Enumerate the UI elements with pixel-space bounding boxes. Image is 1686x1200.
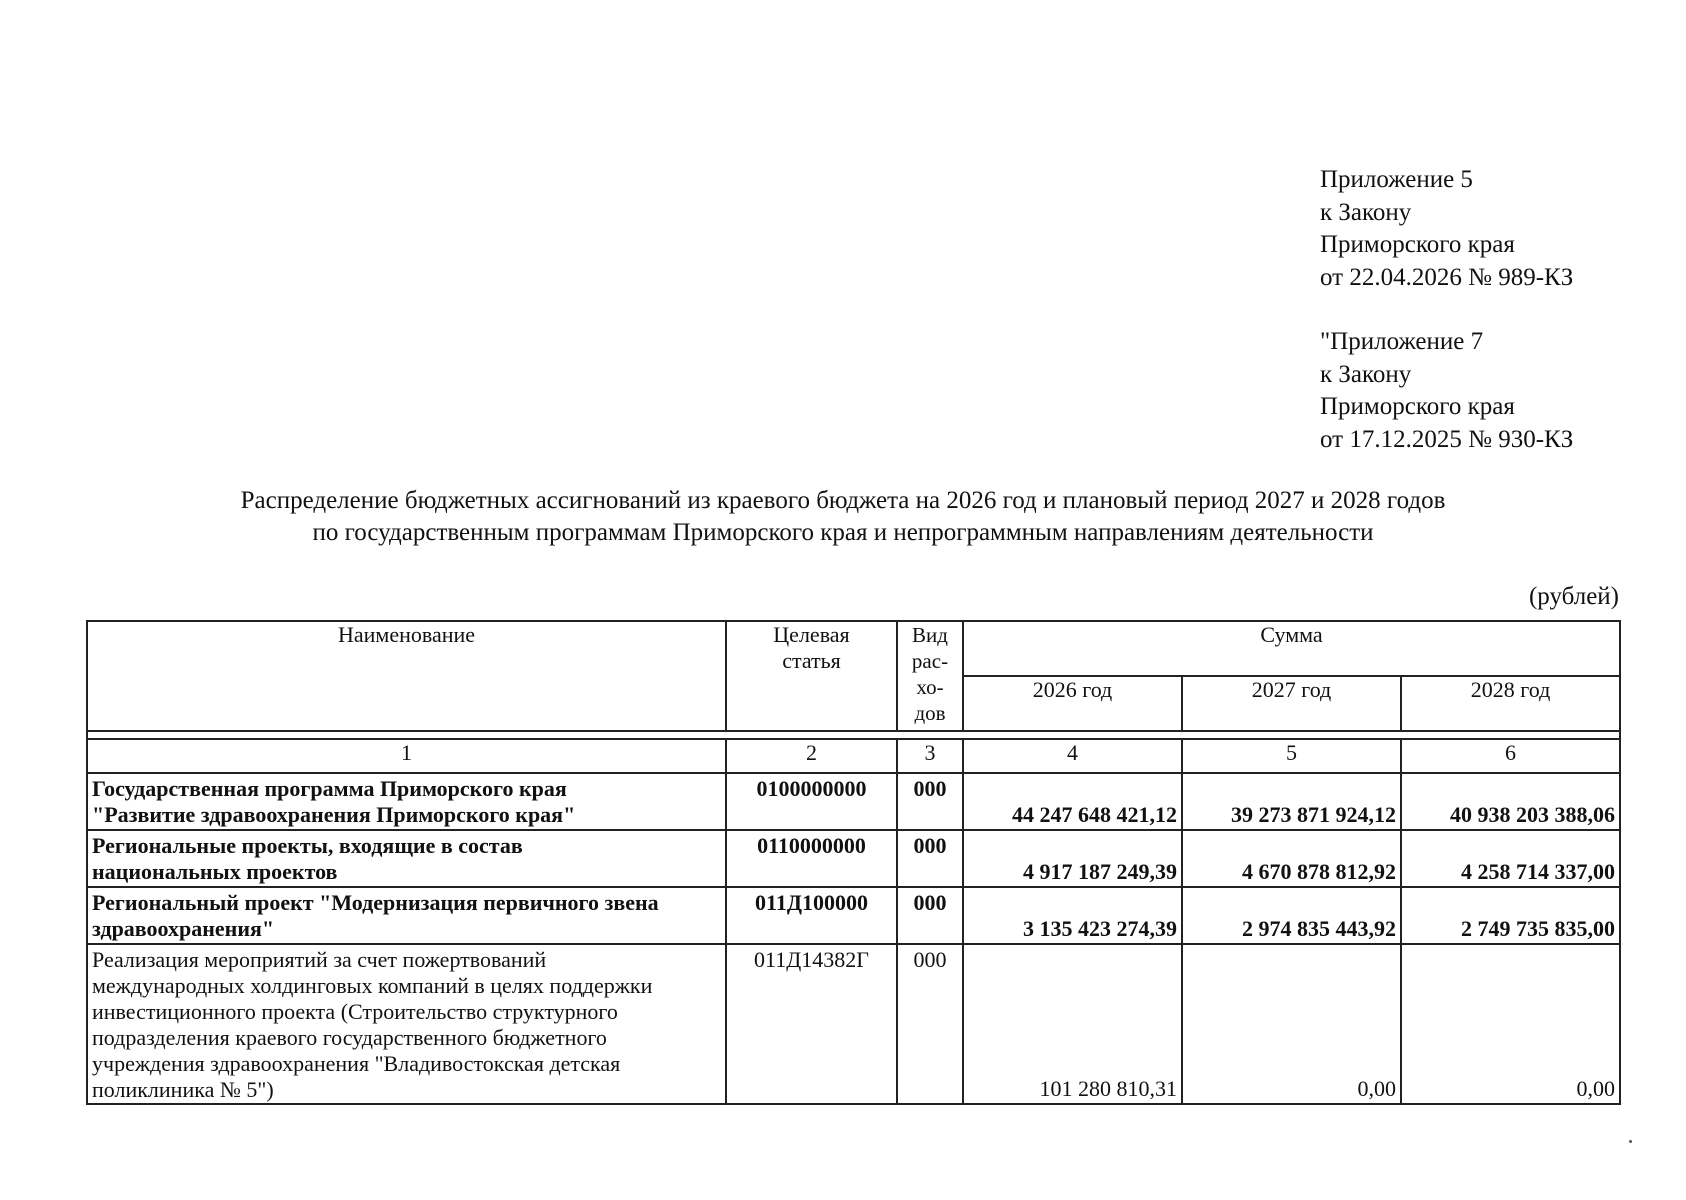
row-target-article: 011Д100000	[726, 887, 897, 944]
appendix-current-reference	[1320, 164, 1573, 294]
row-amount-2028: 0,00	[1401, 944, 1620, 1104]
spacer-cell	[87, 731, 1620, 739]
row-expense-type: 000	[897, 944, 963, 1104]
row-name-line: поликлиника № 5")	[92, 1077, 274, 1102]
appendix-original-line: "Приложение 7	[1320, 328, 1484, 355]
column-number-row	[87, 739, 1620, 773]
table-row	[87, 944, 1620, 1104]
header-vid-line: Вид	[912, 623, 948, 647]
column-number: 5	[1182, 739, 1401, 773]
appendix-original-reference	[1320, 326, 1573, 456]
row-amount-2028: 2 749 735 835,00	[1401, 887, 1620, 944]
header-name: Наименование	[87, 621, 726, 731]
table-row	[87, 830, 1620, 887]
appendix-original-line: Приморского края	[1320, 393, 1515, 420]
header-year-2028: 2028 год	[1401, 676, 1620, 731]
header-target-article	[726, 621, 897, 731]
row-name-line: международных холдинговых компаний в целях поддержки	[92, 973, 653, 998]
column-number: 6	[1401, 739, 1620, 773]
row-name-line: здравоохранения"	[92, 916, 275, 941]
row-amount-2026: 44 247 648 421,12	[963, 773, 1182, 830]
table-row	[87, 887, 1620, 944]
units-label: (рублей)	[1528, 583, 1619, 610]
header-expense-type	[897, 621, 963, 731]
header-target-line: статья	[782, 648, 841, 673]
row-name-line: подразделения краевого государственного бюджетного	[92, 1025, 607, 1050]
table-row	[87, 773, 1620, 830]
column-number: 2	[726, 739, 897, 773]
row-amount-2027: 4 670 878 812,92	[1182, 830, 1401, 887]
row-amount-2027: 2 974 835 443,92	[1182, 887, 1401, 944]
header-target-line: Целевая	[773, 622, 850, 647]
row-name	[87, 830, 726, 887]
row-name-line: Региональные проекты, входящие в состав	[92, 833, 523, 858]
row-amount-2027: 39 273 871 924,12	[1182, 773, 1401, 830]
row-amount-2028: 4 258 714 337,00	[1401, 830, 1620, 887]
column-number: 1	[87, 739, 726, 773]
document-title	[0, 485, 1686, 549]
header-sum: Сумма	[963, 621, 1620, 676]
appendix-current-line: Приложение 5	[1320, 166, 1473, 193]
row-name	[87, 887, 726, 944]
row-amount-2026: 3 135 423 274,39	[963, 887, 1182, 944]
row-target-article: 0100000000	[726, 773, 897, 830]
header-year-2027: 2027 год	[1182, 676, 1401, 731]
row-amount-2027: 0,00	[1182, 944, 1401, 1104]
appendix-original-line: от 17.12.2025 № 930-КЗ	[1320, 425, 1574, 453]
row-expense-type: 000	[897, 773, 963, 830]
row-name-line: Государственная программа Приморского края	[92, 776, 567, 801]
budget-allocation-table	[86, 620, 1621, 1105]
row-name-line: инвестиционного проекта (Строительство структурного	[92, 999, 618, 1024]
row-expense-type: 000	[897, 830, 963, 887]
document-title-line: по государственным программам Приморского края и непрограммным направлениям деятельности	[312, 519, 1374, 546]
header-spacer	[87, 731, 1620, 739]
appendix-original-line: к Закону	[1320, 360, 1412, 388]
document-title-line: Распределение бюджетных ассигнований из краевого бюджета на 2026 год и плановый период 2027 и 2028 годов	[240, 487, 1446, 514]
row-target-article: 011Д14382Г	[726, 944, 897, 1104]
header-vid-line: дов	[914, 701, 946, 725]
row-name	[87, 773, 726, 830]
scan-artifact-dot	[1629, 1140, 1632, 1143]
row-name-line: "Развитие здравоохранения Приморского края"	[92, 802, 576, 827]
row-name-line: национальных проектов	[92, 859, 338, 884]
appendix-current-line: Приморского края	[1320, 231, 1515, 258]
appendix-current-line: от 22.04.2026 № 989-КЗ	[1320, 263, 1574, 291]
column-number: 4	[963, 739, 1182, 773]
row-name-line: Региональный проект "Модернизация первичного звена	[92, 890, 659, 915]
row-name	[87, 944, 726, 1104]
row-amount-2028: 40 938 203 388,06	[1401, 773, 1620, 830]
appendix-current-line: к Закону	[1320, 198, 1412, 226]
row-amount-2026: 101 280 810,31	[963, 944, 1182, 1104]
header-vid-line: хо-	[916, 675, 944, 699]
row-expense-type: 000	[897, 887, 963, 944]
row-amount-2026: 4 917 187 249,39	[963, 830, 1182, 887]
header-year-2026: 2026 год	[963, 676, 1182, 731]
row-name-line: Реализация мероприятий за счет пожертвований	[92, 947, 547, 972]
row-name-line: учреждения здравоохранения "Владивостокская детская	[92, 1051, 621, 1076]
header-vid-line: рас-	[911, 649, 949, 673]
row-target-article: 0110000000	[726, 830, 897, 887]
column-number: 3	[897, 739, 963, 773]
